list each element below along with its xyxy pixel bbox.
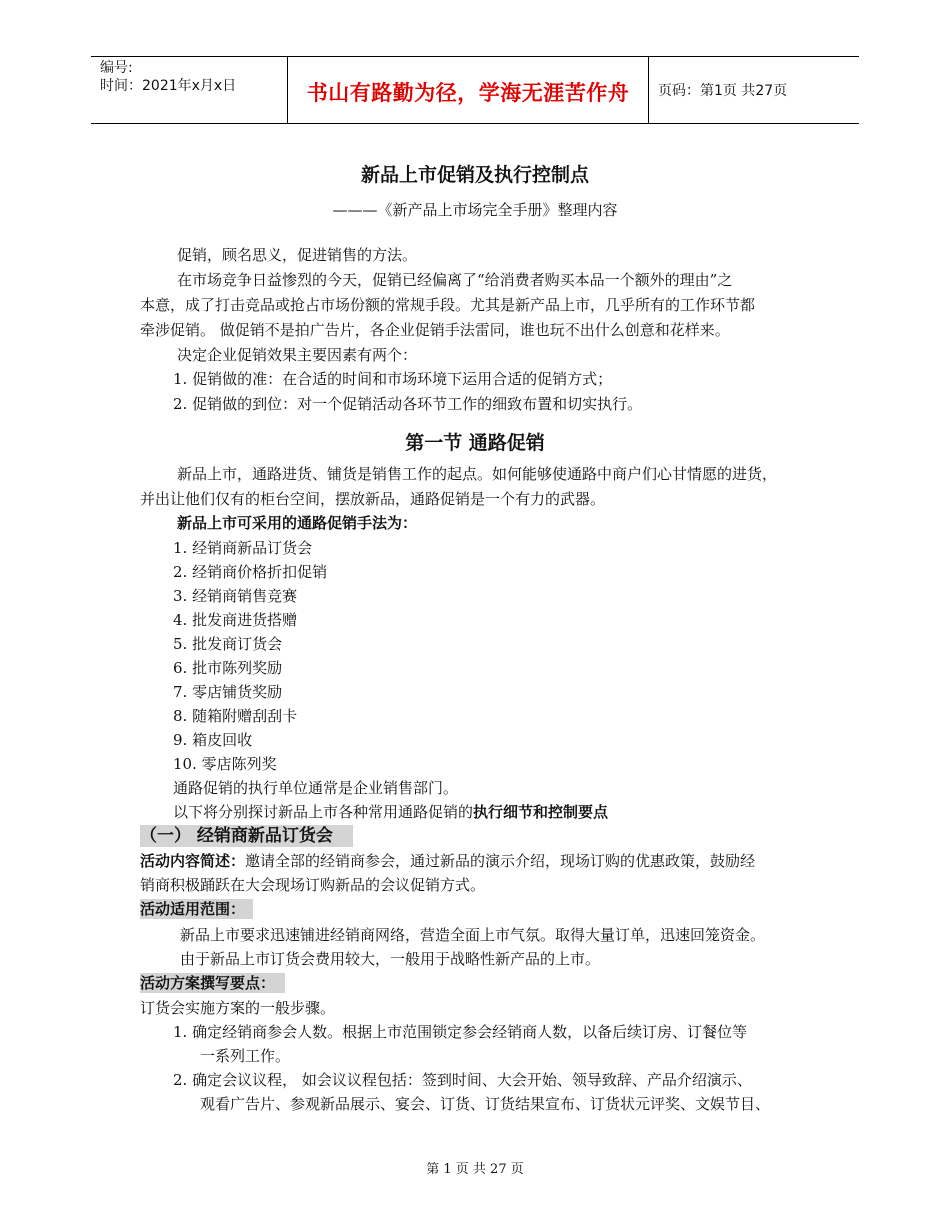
header-motto-cell xyxy=(287,57,649,123)
method-item: 3. 经销商销售竞赛 xyxy=(173,587,298,605)
intro-list-item: 2. 促销做的到位：对一个促销活动各环节工作的细致布置和切实执行。 xyxy=(173,395,643,413)
subsection-title: （一） 经销商新品订货会 xyxy=(140,825,353,847)
intro-line: 促销，顾名思义，促进销售的方法。 xyxy=(177,246,418,264)
method-item: 6. 批市陈列奖励 xyxy=(173,659,283,677)
following-line xyxy=(173,802,608,822)
intro-line: 牵涉促销。 做促销不是拍广告片，各企业促销手法雷同，谁也玩不出什么创意和花样来。 xyxy=(140,321,730,339)
section-paragraph: 新品上市，通路进货、铺货是销售工作的起点。如何能够使通路中商户们心甘情愿的进货， xyxy=(177,465,778,483)
exec-unit-line: 通路促销的执行单位通常是企业销售部门。 xyxy=(173,779,459,797)
doc-date: 时间：2021年x月x日 xyxy=(100,78,237,94)
methods-heading: 新品上市可采用的通路促销手法为： xyxy=(177,514,418,532)
content-line xyxy=(140,851,755,871)
scope-label: 活动适用范围： xyxy=(140,899,253,919)
plan-step-continued: 观看广告片、参观新品展示、宴会、订货、订货结果宣布、订货状元评奖、文娱节目、 xyxy=(200,1095,771,1113)
intro-line: 在市场竞争日益惨烈的今天，促销已经偏离了“给消费者购买本品一个额外的理由”之 xyxy=(177,271,733,289)
content-text: 邀请全部的经销商参会，通过新品的演示介绍，现场订购的优惠政策，鼓励经 xyxy=(245,852,756,870)
method-item: 4. 批发商进货搭赠 xyxy=(173,611,298,629)
method-item: 7. 零店铺货奖励 xyxy=(173,683,283,701)
page-header xyxy=(91,56,859,124)
content-label: 活动内容简述： xyxy=(140,852,246,870)
method-item: 1. 经销商新品订货会 xyxy=(173,539,313,557)
doc-subtitle: ———《新产品上市场完全手册》整理内容 xyxy=(332,201,618,219)
header-page-cell xyxy=(648,57,859,123)
section-title: 第一节 通路促销 xyxy=(405,432,545,454)
doc-title: 新品上市促销及执行控制点 xyxy=(360,164,589,186)
method-item: 2. 经销商价格折扣促销 xyxy=(173,563,328,581)
following-prefix: 以下将分别探讨新品上市各种常用通路促销的 xyxy=(173,803,474,821)
plan-label: 活动方案撰写要点： xyxy=(140,973,285,993)
intro-line: 本意，成了打击竞品或抢占市场份额的常规手段。尤其是新产品上市，几乎所有的工作环节都 xyxy=(140,296,756,314)
following-emphasis: 执行细节和控制要点 xyxy=(473,803,609,821)
method-item: 10. 零店陈列奖 xyxy=(173,755,277,773)
doc-number-label: 编号: xyxy=(100,60,133,76)
section-paragraph: 并出让他们仅有的柜台空间，摆放新品，通路促销是一个有力的武器。 xyxy=(140,490,606,508)
scope-line: 由于新品上市订货会费用较大，一般用于战略性新产品的上市。 xyxy=(180,950,601,968)
method-item: 5. 批发商订货会 xyxy=(173,635,283,653)
content-line: 销商积极踊跃在大会现场订购新品的会议促销方式。 xyxy=(140,876,486,894)
scope-line: 新品上市要求迅速铺进经销商网络，营造全面上市气氛。取得大量订单，迅速回笼资金。 xyxy=(180,926,766,944)
page-footer: 第 1 页 共 27 页 xyxy=(426,1162,524,1177)
header-page-info: 页码：第1页 共27页 xyxy=(658,83,788,99)
plan-step: 1. 确定经销商参会人数。根据上市范围锁定参会经销商人数，以备后续订房、订餐位等 xyxy=(173,1023,748,1041)
plan-intro: 订货会实施方案的一般步骤。 xyxy=(140,999,336,1017)
method-item: 9. 箱皮回收 xyxy=(173,731,253,749)
header-left-cell xyxy=(91,57,287,123)
plan-step: 2. 确定会议议程， 如会议议程包括：签到时间、大会开始、领导致辞、产品介绍演示、 xyxy=(173,1071,752,1089)
intro-line: 决定企业促销效果主要因素有两个： xyxy=(177,346,418,364)
intro-list-item: 1. 促销做的准：在合适的时间和市场环境下运用合适的促销方式； xyxy=(173,370,613,388)
plan-step-continued: 一系列工作。 xyxy=(200,1047,291,1065)
motto: 书山有路勤为径，学海无涯苦作舟 xyxy=(306,81,630,105)
method-item: 8. 随箱附赠刮刮卡 xyxy=(173,707,298,725)
